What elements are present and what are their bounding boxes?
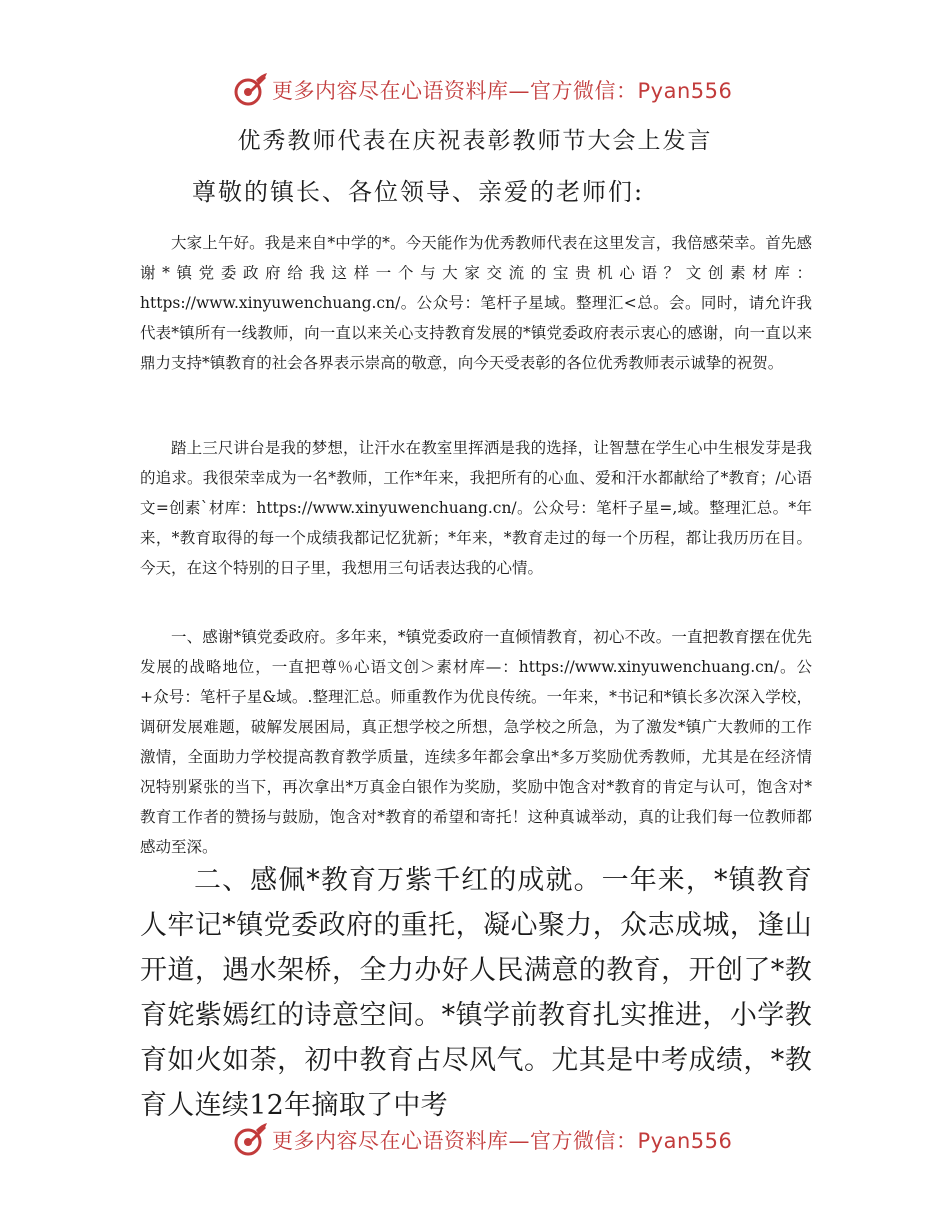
paragraph-1: 大家上午好。我是来自*中学的*。今天能作为优秀教师代表在这里发言，我倍感荣幸。首先感谢*镇党委政府给我这样一个与大家交流的宝贵机心语？文创素材库：https://www.xinyuwenchuang.cn/。公众号：笔杆子星域。整理汇<总。会。同时，请允许我代表*镇所有一线教师，向一直以来关心支持教育发展的*镇党委政府表示衷心的感谢，向一直以来鼎力支持*镇教育的社会各界表示崇高的敬意，向今天受表彰的各位优秀教师表示诚挚的祝贺。 — [140, 234, 812, 372]
paragraph-4: 二、感佩*教育万紫千红的成就。一年来，*镇教育人牢记*镇党委政府的重托，凝心聚力，众志成城，逢山开道，遇水架桥，全力办好人民满意的教育，开创了*教育姹紫嫣红的诗意空间。*镇学前教育扎实推进，小学教育如火如荼，初中教育占尽风气。尤其是中考成绩，*教育人连续12年摘取了中考 — [140, 865, 812, 1121]
quill-logo-icon — [232, 72, 268, 108]
paragraph-2: 踏上三尺讲台是我的梦想，让汗水在教室里挥洒是我的选择，让智慧在学生心中生根发芽是我的追求。我很荣幸成为一名*教师，工作*年来，我把所有的心血、爱和汗水都献给了*教育；/心语文=创素`材库：https://www.xinyuwenchuang.cn/。公众号：笔杆子星=,域。整理汇总。*年来，*教育取得的每一个成绩我都记忆犹新；*年来，*教育走过的每一个历程，都让我历历在目。今天，在这个特别的日子里，我想用三句话表达我的心情。 — [140, 439, 812, 577]
paragraph-3: 一、感谢*镇党委政府。多年来，*镇党委政府一直倾情教育，初心不改。一直把教育摆在优先发展的战略地位，一直把尊％心语文创＞素材库—：https://www.xinyuwenchuang.cn/。公+众号：笔杆子星&域。.整理汇总。师重教作为优良传统。一年来，*书记和*镇长多次深入学校，调研发展难题，破解发展困局，真正想学校之所想，急学校之所急，为了激发*镇广大教师的工作激情，全面助力学校提高教育教学质量，连续多年都会拿出*多万奖励优秀教师，尤其是在经济情况特别紧张的当下，再次拿出*万真金白银作为奖励，奖励中饱含对*教育的肯定与认可，饱含对*教育工作者的赞扬与鼓励，饱含对*教育的希望和寄托！这种真诚举动，真的让我们每一位教师都感动至深。 — [140, 628, 812, 856]
header-banner-text: 更多内容尽在心语资料库—官方微信：Pyan556 — [272, 79, 733, 103]
header-banner — [232, 70, 732, 110]
footer-banner — [232, 1120, 732, 1160]
document-title: 优秀教师代表在庆祝表彰教师节大会上发言 — [237, 128, 713, 154]
greeting: 尊敬的镇长、各位领导、亲爱的老师们: — [192, 178, 645, 206]
quill-logo-icon — [232, 1122, 268, 1158]
footer-banner-text: 更多内容尽在心语资料库—官方微信：Pyan556 — [272, 1129, 733, 1153]
